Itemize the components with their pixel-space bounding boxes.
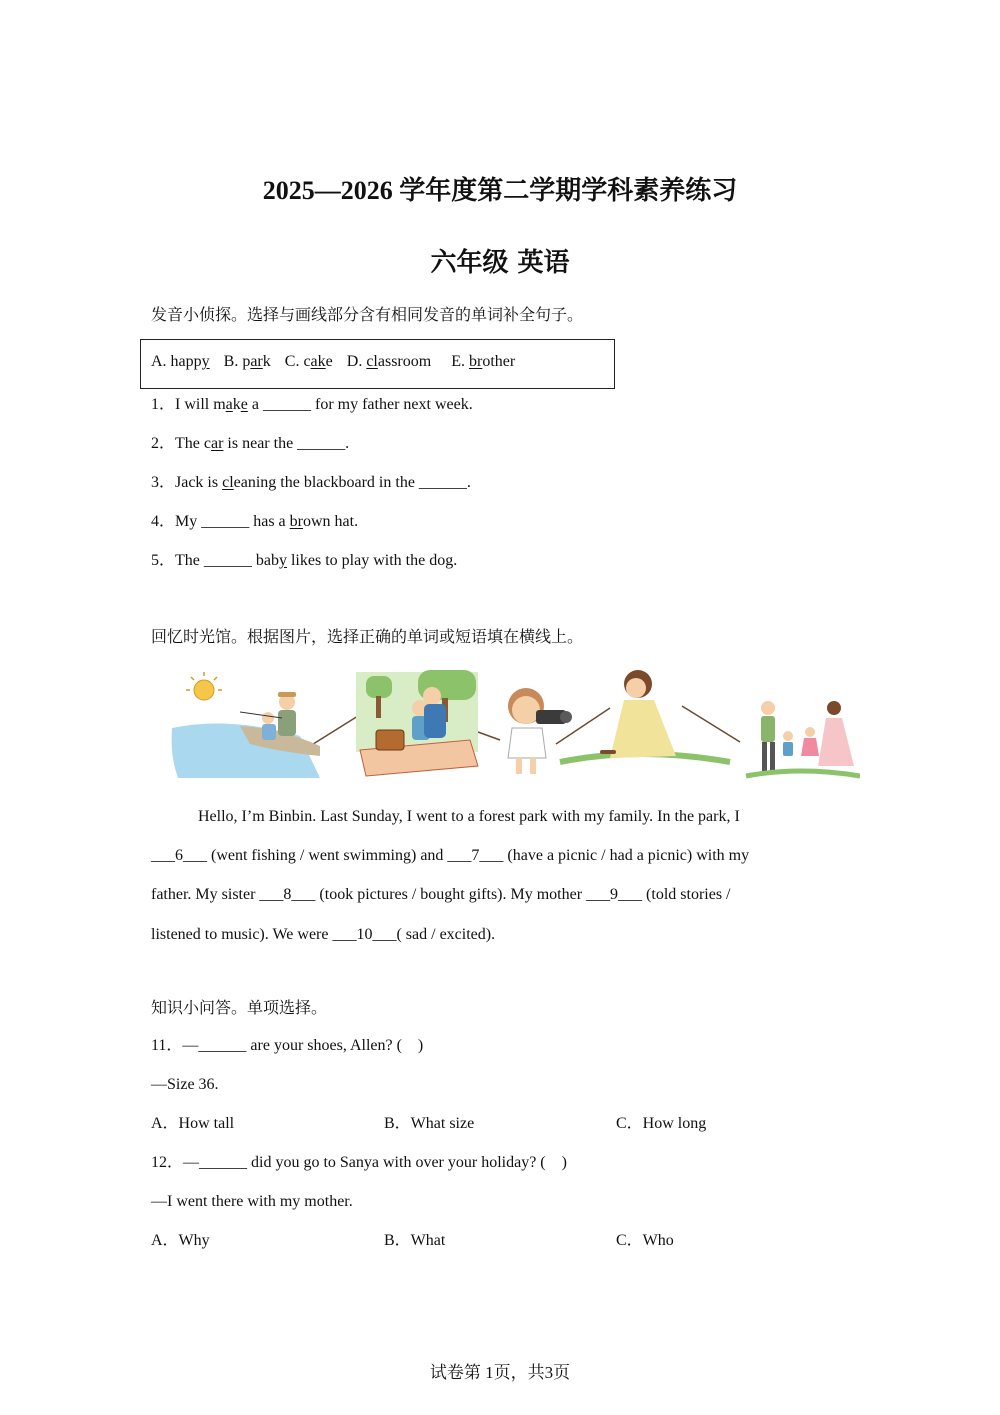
page-footer: 试卷第 1页，共3页 <box>429 1363 571 1382</box>
question-11-option-c: C．How long <box>616 1115 707 1132</box>
passage-line-3: father. My sister ___8___ (took pictures / bought gifts). My mother ___9___ (told stories / <box>151 886 731 903</box>
page-title: 2025—2026 学年度第二学期学科素养练习 <box>262 176 738 205</box>
question-11-stem: 11．—______ are your shoes, Allen? ( ) <box>151 1037 424 1054</box>
question-11-answer: —Size 36. <box>151 1076 219 1093</box>
option-e: E. brother <box>451 353 516 370</box>
question-12-answer: —I went there with my mother. <box>151 1193 353 1210</box>
question-12-option-c: C．Who <box>616 1232 674 1249</box>
section2-heading: 回忆时光馆。根据图片，选择正确的单词或短语填在横线上。 <box>151 627 584 646</box>
passage-line-1: Hello, I’m Binbin. Last Sunday, I went to a forest park with my family. In the park, I <box>198 808 740 825</box>
passage-line-2: ___6___ (went fishing / went swimming) and ___7___ (have a picnic / had a picnic) with my <box>151 847 750 864</box>
question-11-option-b: B．What size <box>384 1115 475 1132</box>
question-4: 4．My ______ has a brown hat. <box>151 513 359 530</box>
option-b: B. park <box>223 353 271 370</box>
question-3: 3．Jack is cleaning the blackboard in the ______. <box>151 474 471 491</box>
music-mother <box>560 670 730 762</box>
option-d: D. classroom <box>346 353 432 370</box>
question-2: 2．The car is near the ______. <box>151 435 350 452</box>
options-box <box>140 339 615 389</box>
passage-line-4: listened to music). We were ___10___( sad / excited). <box>151 926 496 943</box>
question-1: 1．I will make a ______ for my father next week. <box>151 396 473 413</box>
question-12-option-b: B．What <box>384 1232 446 1249</box>
question-12-stem: 12．—______ did you go to Sanya with over your holiday? ( ) <box>151 1154 567 1171</box>
story-illustration <box>170 666 860 782</box>
option-a: A. happy <box>151 353 210 370</box>
options-line <box>151 352 525 372</box>
question-5: 5．The ______ baby likes to play with the dog. <box>151 552 458 569</box>
section1-heading: 发音小侦探。选择与画线部分含有相同发音的单词补全句子。 <box>151 305 584 324</box>
question-12-option-a: A．Why <box>151 1232 210 1249</box>
section3-heading: 知识小问答。单项选择。 <box>151 998 328 1017</box>
family-walking <box>746 701 860 776</box>
sun-icon <box>194 680 214 700</box>
option-c: C. cake <box>284 353 333 370</box>
picnic-scene <box>356 670 478 776</box>
fishing-scene <box>172 672 320 778</box>
question-11-option-a: A．How tall <box>151 1115 235 1132</box>
page-subtitle: 六年级 英语 <box>430 248 570 278</box>
